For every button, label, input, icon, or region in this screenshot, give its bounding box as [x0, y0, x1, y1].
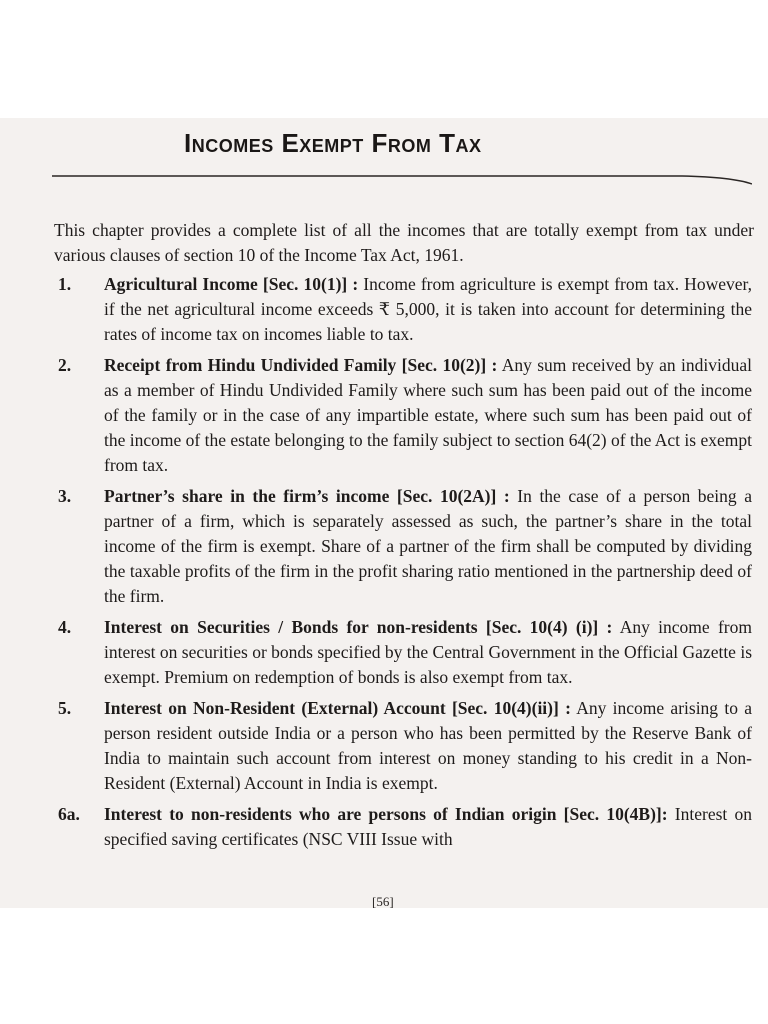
item-number: 3.	[58, 486, 72, 506]
item-text	[104, 353, 752, 478]
item-body: Any income from interest on securities or bonds specified by the Central Government in the Official Gazette is exempt. Premium on redemption of bonds is also exempt from tax.	[104, 617, 752, 687]
item-number: 2.	[58, 355, 72, 375]
item-heading: Receipt from Hindu Undivided Family [Sec. 10(2)] :	[104, 355, 498, 375]
page-number: [56]	[372, 894, 394, 909]
item-body: Interest on specified saving certificates (NSC VIII Issue with	[104, 804, 752, 849]
item-text	[104, 272, 752, 347]
item-body: Income from agriculture is exempt from tax. However, if the net agricultural income exceeds ₹ 5,000, it is taken into account for determining the rates of income tax on incomes liable to tax.	[104, 274, 752, 344]
list-item	[0, 696, 768, 796]
item-body: Any sum received by an individual as a member of Hindu Undivided Family where such sum has been paid out of the income of the family or in the case of any impartible estate, where such sum has been paid out of the income of the estate belonging to the family subject to section 64(2) of the Act is exempt from tax.	[104, 355, 752, 475]
list-item	[0, 353, 768, 478]
item-number: 5.	[58, 698, 72, 718]
item-text	[104, 696, 752, 796]
item-text	[104, 802, 752, 852]
item-text	[104, 615, 752, 690]
item-text	[104, 484, 752, 609]
item-body: In the case of a person being a partner of a firm, which is separately assessed as such, the partner’s share in the total income of the firm is exempt. Share of a partner of the firm shall be computed by dividing the taxable profits of the firm in the profit sharing ratio mentioned in the partnership deed of the firm.	[104, 486, 752, 606]
list-item	[0, 615, 768, 690]
list-item	[0, 484, 768, 609]
item-body: Any income arising to a person resident outside India or a person who has been permitted by the Reserve Bank of India to maintain such account from interest on money standing to his credit in a Non-Resident (External) Account in India is exempt.	[104, 698, 752, 793]
item-number: 1.	[58, 274, 72, 294]
title-underline	[52, 174, 752, 186]
intro-paragraph: This chapter provides a complete list of all the incomes that are totally exempt from tax under various clauses of section 10 of the Income Tax Act, 1961.	[54, 220, 754, 265]
list-item	[0, 272, 768, 347]
list-item	[0, 802, 768, 852]
item-number: 6a.	[58, 804, 80, 824]
item-number: 4.	[58, 617, 72, 637]
item-heading: Agricultural Income [Sec. 10(1)] :	[104, 274, 359, 294]
item-heading: Interest to non-residents who are persons of Indian origin [Sec. 10(4B)]:	[104, 804, 668, 824]
exempt-income-list	[0, 272, 768, 858]
item-heading: Interest on Non-Resident (External) Account [Sec. 10(4)(ii)] :	[104, 698, 571, 718]
chapter-title: Incomes Exempt From Tax	[184, 128, 482, 158]
item-heading: Interest on Securities / Bonds for non-residents [Sec. 10(4) (i)] :	[104, 617, 613, 637]
item-heading: Partner’s share in the firm’s income [Sec. 10(2A)] :	[104, 486, 510, 506]
